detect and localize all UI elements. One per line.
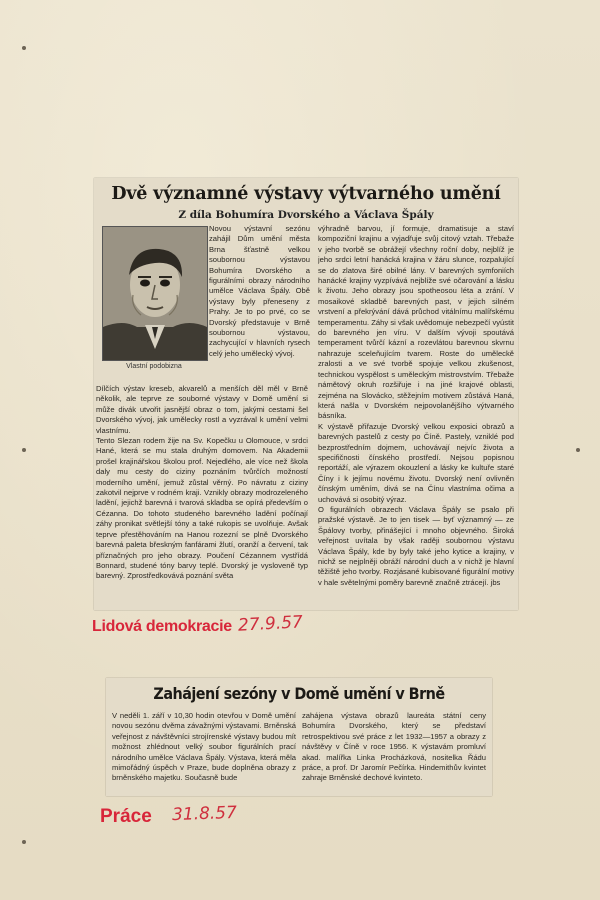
article-text-column: Dílčích výstav kreseb, akvarelů a menších děl měl v Brně několik, ale teprve ze souborné výstavy v Domě umění si může divák utvořit jasnější obraz o tom, jakými cestami šel Dvorského vývoj, jak umělecky rostl a vyzrával k umění velmi vlastnímu. Tento Slezan rodem žije na Sv. Kopečku u Olomouce, v srdci Hané, která se mu stala druhým domovem. Na Akademii prošel krajinářskou školou prof. Nejedlého, ale více než škola daly mu cesty do ciziny poznáním tvůrčích možností moderního umění, jemuž zůstal věrný. Po návratu z ciziny zakotvil nejprve v rodném kraji. Vznikly obrazy modrozeleného ladění, jejichž barevná i tvarová skladba se opírá především o Cézanna. Do tohoto studeného barevného ladění počínají záhy pronikat světlejší tóny a také rukopis se uvolňuje. Avšak teprve přestěhováním na Hanou rozezní se plně Dvorského barevná paleta břeskným fanfárami žlutí, oranží a červení, tak příznačných pro jeho obrazy. Poučení Cézannem vystřídá Bonnard, studené tóny barvy teplé. Dvorský je vysloveně typ barevný. Zprostředkovává poznání světa: [96, 384, 308, 581]
article-headline: Dvě významné výstavy výtvarného umění: [111, 184, 501, 204]
newspaper-source-stamp: Práce: [100, 806, 152, 827]
punch-hole-mark: [576, 448, 580, 452]
handwritten-date: 31.8.57: [171, 802, 238, 826]
self-portrait-photo: [102, 226, 208, 361]
newspaper-clipping-1: [94, 178, 518, 610]
newspaper-clipping-2: [106, 678, 492, 796]
article-text-column: výhradně barvou, jí formuje, dramatisuje a staví kompoziční krajinu a vyjadřuje svůj citový vztah. Třebaže v jeho tvorbě se obrážejí všechny roční doby, nejblíž je jeho srdci letní hanácká krajina v žáru slunce, rozpalující se do zlatova širé obilné lány. V barevných symfoniích hanácké krajiny vyzpívává nejblíže své očarování a lásku k životu. Jeho obrazy jsou spotheosou léta a zrání. V mosaikové skladbě barevných past, v jejich silném vrstvení a překrývání dává průchod vitálnímu malířskému temperamentu. Záhy si však uvědomuje nebezpečí vyústit do barevného jen víru. V dalším vývoji spoutává temperament tvůrčí kázní a rozevlátou barevnou skvrnu nahrazuje sceleňujícím tvarem. Roste do uměleckě zralosti a ve své tvorbě spojuje velkou zkušenost, technickou vyspělost s uměleckým mistrovstvím. Třebaže námětový okruh rozšiřuje i na jiné krajové oblasti, zejména na Slovácko, stěžejním motivem zůstává Haná, která našla v Dvorském nejpovolanějšího výtvarného básníka. K výstavě přiřazuje Dvorský velkou exposici obrazů a barevných pastelů z cesty po Číně. Pastely, vzniklé pod bezprostředním dojmem, uchovávají nejvíc života a specifičnosti čínského prostředí. Nejsou popisnou reportáží, ale výrazem okouzlení a lásky ke kultuře staré Číny i k jejímu novému životu. Dvorský není ovlivněn čínským uměním, divá se na Čínu vlastníma očima a uchovává si osobitý výraz. O figurálních obrazech Václava Špály se psalo při pražské výstavě. Je to jen tisek — byť významný — ze Špálovy tvorby, přinášející i mnoho objevného. Široká veřejnost uvítala by však raději soubornou výstavu Václava Špály, kde by byly také jeho kytice a krajiny, v nichž se nejplněji obráží národní duch a v nichž je hlavní těžiště jeho tvorby. Rozjásané kubisované figurální motivy v hale světelnými poměry barevně značně ztrácejí. jbs: [318, 224, 514, 587]
article-text-column: zahájena výstava obrazů laureáta státní ceny Bohumíra Dvorského, který se představí retrospektivou své práce z let 1932—1957 a obrazy z návštěvy v Číně v roce 1956. K výstavám promluví akad. malířka Linka Procházková, nositelka Řádu práce, a prof. Dr Jaromír Pečírka. Hindemithův kvintet zahraje Brněnské dechové kvinteto.: [302, 711, 486, 783]
punch-hole-mark: [22, 46, 26, 50]
article-text-column: Novou výstavní sezónu zahájil Dům umění města Brna šťastně velkou soubornou výstavou Bohumíra Dvorského a figurálními obrazy národního umělce Václava Špály. Obě výstavy byly přeneseny z Prahy. Je to po prvé, co se Dvorský představuje v Brně soubornou výstavou, zachycující v hlavních rysech celý jeho umělecký vývoj.: [209, 224, 310, 358]
handwritten-date: 27.9.57: [237, 612, 304, 636]
photo-caption: Vlastní podobizna: [126, 363, 182, 370]
article-subheadline: Z díla Bohumíra Dvorského a Václava Špály: [178, 209, 434, 221]
punch-hole-mark: [22, 448, 26, 452]
portrait-image: [103, 227, 207, 360]
article-text-column: V neděli 1. září v 10,30 hodin otevřou v Domě umění novou sezónu dvěma závažnými výstavami. Brněnská veřejnost z návštěvníci strojírenské výstavy budou mít možnost zhlédnout velký soubor figurálních prací národního umělce Václava Špály. Výstava, která měla mimořádný úspěch v Praze, bude doplněna obrazy z brněnského majetku. Současně bude: [112, 711, 296, 783]
article-headline: Zahájení sezóny v Domě umění v Brně: [153, 684, 445, 703]
punch-hole-mark: [22, 840, 26, 844]
newspaper-source-stamp: Lidová demokracie: [92, 618, 232, 635]
